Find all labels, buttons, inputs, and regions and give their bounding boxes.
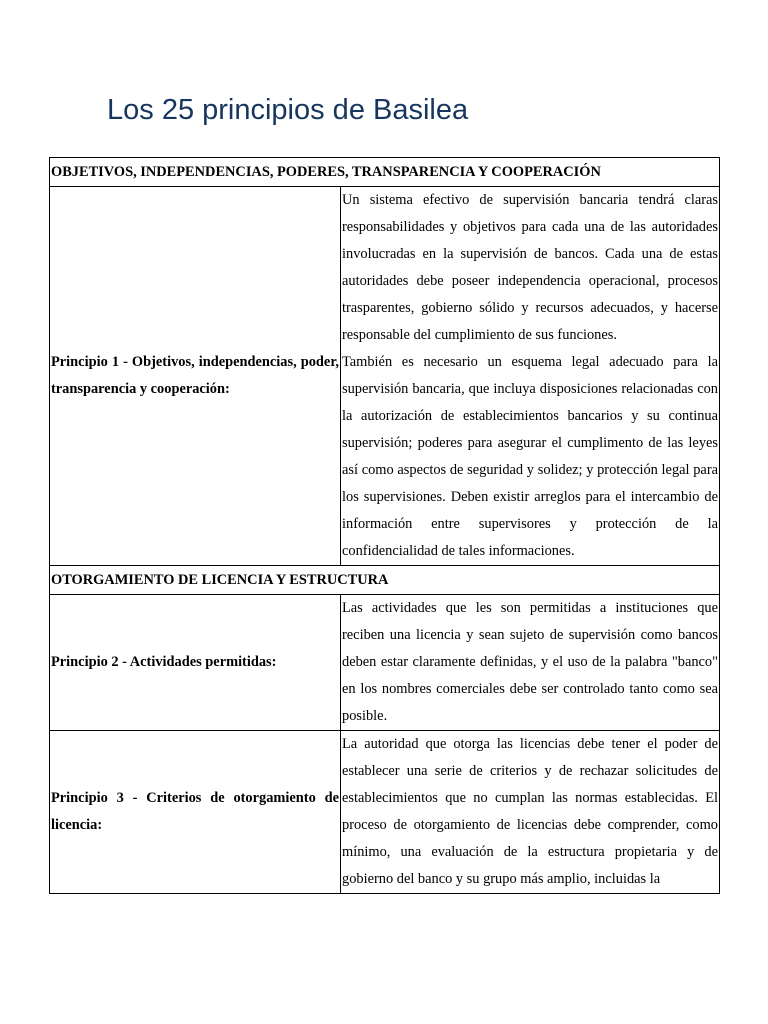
section-heading: OBJETIVOS, INDEPENDENCIAS, PODERES, TRANSPARENCIA Y COOPERACIÓN: [50, 158, 720, 187]
description-paragraph: Un sistema efectivo de supervisión bancaria tendrá claras responsabilidades y objetivos para cada una de las autoridades involucradas en la supervisión de bancos. Cada una de estas autoridades debe poseer independencia operacional, procesos trasparentes, gobierno sólido y recursos adecuados, y hacerse responsable del cumplimiento de sus funciones.: [342, 192, 718, 343]
principle-description: [341, 731, 720, 894]
principles-table: [49, 157, 720, 894]
principle-name: Principio 2 - Actividades permitidas:: [50, 595, 341, 731]
section-heading: OTORGAMIENTO DE LICENCIA Y ESTRUCTURA: [50, 566, 720, 595]
section-heading-row: [50, 566, 720, 595]
principle-description: [341, 595, 720, 731]
description-paragraph: Las actividades que les son permitidas a instituciones que reciben una licencia y sean sujeto de supervisión como bancos deben estar claramente definidas, y el uso de la palabra "banco" en los nombres comerciales debe ser controlado tanto como sea posible.: [342, 600, 718, 724]
document-title: Los 25 principios de Basilea: [107, 94, 469, 126]
description-paragraph: También es necesario un esquema legal adecuado para la supervisión bancaria, que incluya disposiciones relacionadas con la autorización de establecimientos bancarios y su continua supervisión; poderes para asegurar el cumplimento de las leyes así como aspectos de seguridad y solidez; y protección legal para los supervisiones. Deben existir arreglos para el intercambio de información entre supervisores y protección de la confidencialidad de tales informaciones.: [342, 354, 718, 559]
principle-row: [50, 595, 720, 731]
principle-description: [341, 187, 720, 566]
description-paragraph: La autoridad que otorga las licencias debe tener el poder de establecer una serie de criterios y de rechazar solicitudes de establecimientos que no cumplan las normas establecidas. El proceso de otorgamiento de licencias debe comprender, como mínimo, una evaluación de la estructura propietaria y de gobierno del banco y su grupo más amplio, incluidas la: [342, 736, 718, 887]
principle-row: [50, 187, 720, 566]
section-heading-row: [50, 158, 720, 187]
principle-name: Principio 3 - Criterios de otorgamiento de licencia:: [50, 731, 341, 894]
description-clip: [342, 731, 718, 893]
principle-name: Principio 1 - Objetivos, independencias, poder, transparencia y cooperación:: [50, 187, 341, 566]
principle-row: [50, 731, 720, 894]
